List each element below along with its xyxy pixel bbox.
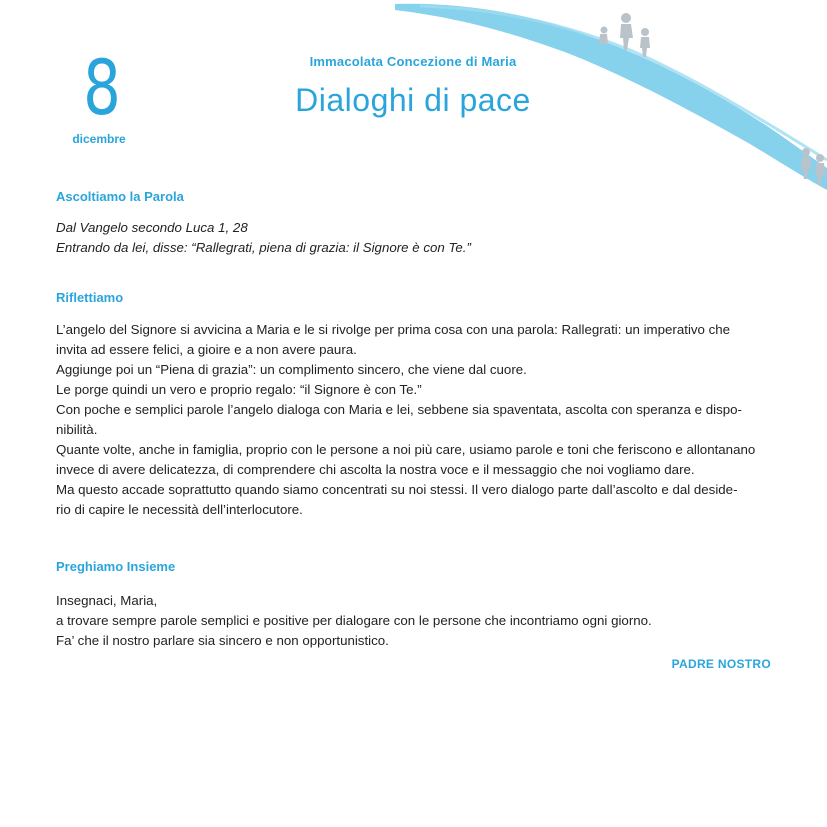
reflection-line: Con poche e semplici parole l’angelo dialoga con Maria e lei, sebbene sia spaventata, ascolta con speranza e dispo- — [56, 402, 742, 417]
gospel-block — [56, 218, 772, 258]
heading-listen: Ascoltiamo la Parola — [56, 189, 184, 204]
heading-pray: Preghiamo Insieme — [56, 559, 176, 574]
gospel-verse: Entrando da lei, disse: “Rallegrati, piena di grazia: il Signore è con Te.” — [56, 240, 471, 255]
page-title: Dialoghi di pace — [295, 82, 531, 118]
closing-prayer-label: PADRE NOSTRO — [671, 657, 771, 671]
prayer-line: Fa’ che il nostro parlare sia sincero e non opportunistico. — [56, 633, 389, 648]
reflection-line: rio di capire le necessità dell’interlocutore. — [56, 502, 303, 517]
date-day: 8 — [83, 43, 121, 132]
feast-subtitle: Immacolata Concezione di Maria — [309, 54, 517, 69]
heading-reflect: Riflettiamo — [56, 290, 124, 305]
reflection-line: nibilità. — [56, 422, 98, 437]
reflection-line: Quante volte, anche in famiglia, proprio con le persone a noi più care, usiamo parole e toni che feriscono e allontanano — [56, 442, 756, 457]
date-month: dicembre — [72, 132, 126, 146]
reflection-line: L’angelo del Signore si avvicina a Maria e le si rivolge per prima cosa con una parola: Rallegrati: un imperativo che — [56, 322, 731, 337]
reflection-line: Ma questo accade soprattutto quando siamo concentrati su noi stessi. Il vero dialogo parte dall’ascolto e dal deside- — [56, 482, 738, 497]
reflection-line: invece di avere delicatezza, di comprendere chi ascolta la nostra voce e il messaggio che noi vogliamo dare. — [56, 462, 695, 477]
gospel-reference: Dal Vangelo secondo Luca 1, 28 — [56, 220, 248, 235]
prayer-line: a trovare sempre parole semplici e positive per dialogare con le persone che incontriamo ogni giorno. — [56, 613, 652, 628]
reflection-line: Le porge quindi un vero e proprio regalo: “il Signore è con Te.” — [56, 382, 422, 397]
prayer-line: Insegnaci, Maria, — [56, 593, 158, 608]
prayer-text — [56, 591, 772, 651]
reflection-text — [56, 320, 772, 520]
reflection-line: invita ad essere felici, a gioire e a non avere paura. — [56, 342, 357, 357]
reflection-line: Aggiunge poi un “Piena di grazia”: un complimento sincero, che viene dal cuore. — [56, 362, 527, 377]
